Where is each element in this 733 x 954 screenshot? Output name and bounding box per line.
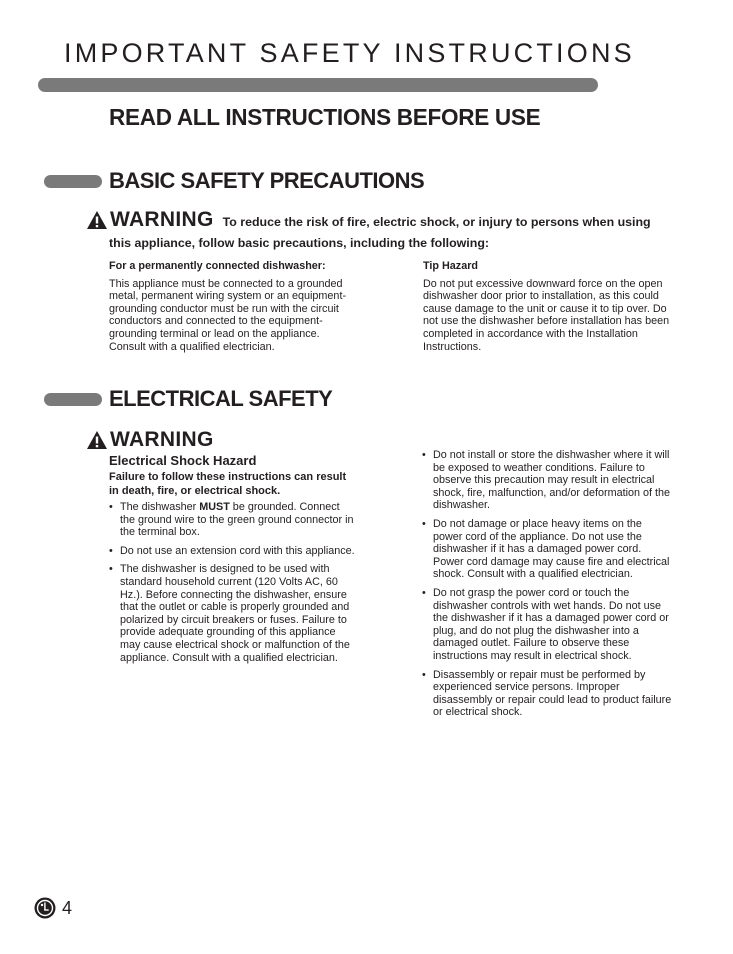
tip-hazard-block bbox=[423, 260, 713, 353]
list-item: • Do not use an extension cord with this appliance. bbox=[109, 544, 355, 557]
electrical-shock-lead: Failure to follow these instructions can result in death, fire, or electrical shock. bbox=[109, 471, 347, 497]
tip-hazard-text: Do not put excessive downward force on the open dishwasher door prior to installation, as this could cause damage to the unit or cause it to tip over. Do not use the dishwasher before installation has been completed in accordance with the Installation Instructions. bbox=[423, 277, 670, 353]
list-item: • Do not grasp the power cord or touch the dishwasher controls with wet hands. Do not use the dishwasher if it has a damaged power cord or plug, and do not plug the dishwasher into a damaged outlet. Failure to observe these instructions may result in electrical shock. bbox=[422, 586, 669, 662]
warning-label: WARNING bbox=[110, 428, 214, 451]
section-marker-pill bbox=[44, 393, 102, 406]
list-item: • The dishwasher is designed to be used with standard household current (120 Volts AC, 60 Hz.). Before connecting the dishwasher, ensure that the outlet or cable is properly grounded and polarized by circuit breakers or fuses. Failure to provide adequate grounding of this appliance may cause electrical shock or malfunction of the appliance. Consult with a qualified electrician. bbox=[109, 563, 350, 664]
page-footer bbox=[34, 897, 72, 919]
lg-logo-icon bbox=[34, 897, 56, 919]
page-header-title: IMPORTANT SAFETY INSTRUCTIONS bbox=[64, 38, 635, 68]
electrical-shock-hazard-heading: Electrical Shock Hazard bbox=[109, 453, 257, 468]
warning-triangle-icon bbox=[86, 210, 108, 230]
basic-warning-row bbox=[86, 208, 651, 232]
list-item: • Do not damage or place heavy items on the power cord of the appliance. Do not use the dishwasher if it has a damaged power cord. Power cord damage may cause fire and electrical shock. Consult with a qualified electrician. bbox=[422, 517, 670, 581]
electrical-left-list bbox=[109, 501, 399, 670]
permanent-connection-heading: For a permanently connected dishwasher: bbox=[109, 260, 326, 272]
header-divider-bar bbox=[38, 78, 598, 92]
list-item: • Do not install or store the dishwasher where it will be exposed to weather conditions. Failure to observe this precaution may result in electrical shock, fire, malfunction, and/or deformation of the dishwasher. bbox=[422, 449, 671, 512]
read-all-heading: READ ALL INSTRUCTIONS BEFORE USE bbox=[109, 104, 541, 130]
list-item: • Disassembly or repair must be performed by experienced service persons. Improper disassembly or repair could lead to product failure or electrical shock. bbox=[422, 668, 672, 719]
page-number: 4 bbox=[62, 897, 73, 918]
basic-safety-title: BASIC SAFETY PRECAUTIONS bbox=[109, 168, 425, 193]
tip-hazard-heading: Tip Hazard bbox=[423, 260, 478, 272]
warning-text-continued: this appliance, follow basic precautions, including the following: bbox=[109, 236, 490, 250]
electrical-safety-title: ELECTRICAL SAFETY bbox=[109, 386, 333, 411]
electrical-right-list bbox=[422, 449, 717, 725]
warning-triangle-icon bbox=[86, 430, 108, 450]
list-item: • The dishwasher MUST be grounded. Connect the ground wire to the green ground connector in the terminal box. bbox=[109, 501, 354, 539]
permanent-connection-block bbox=[109, 260, 409, 353]
warning-label: WARNING bbox=[110, 208, 214, 231]
section-marker-pill bbox=[44, 175, 102, 188]
electrical-warning-row bbox=[86, 428, 214, 452]
permanent-connection-text: This appliance must be connected to a grounded metal, permanent wiring system or an equipment- grounding conductor must be run with the circuit conductors and connected to the equipment- grounding terminal or lead on the appliance. Consult with a qualified electrician. bbox=[109, 277, 347, 353]
warning-text: To reduce the risk of fire, electric shock, or injury to persons when using bbox=[222, 215, 651, 229]
